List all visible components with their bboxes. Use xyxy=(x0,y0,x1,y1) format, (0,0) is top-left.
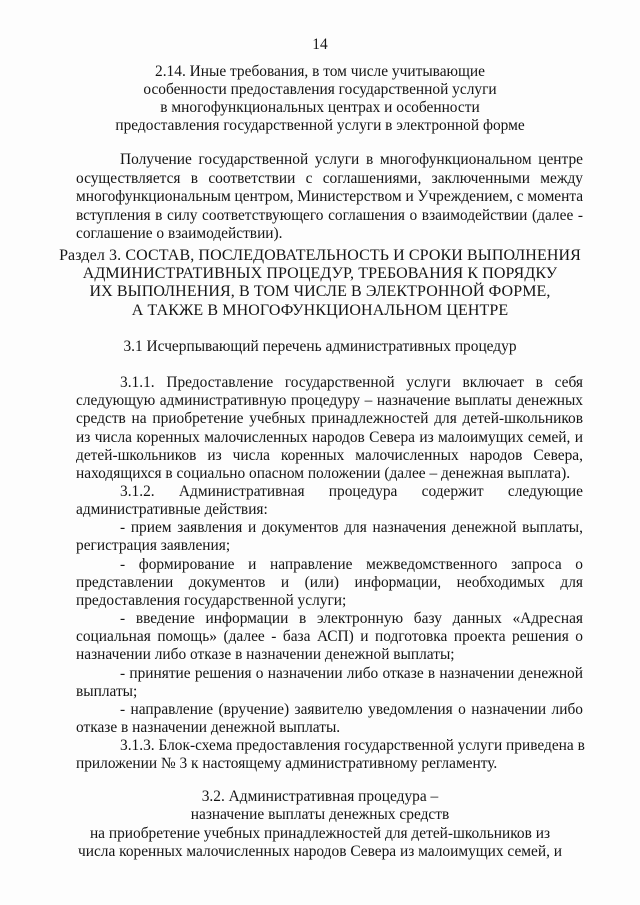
list-item-line: отказе в назначении денежной выплаты. xyxy=(76,719,341,736)
paragraph-line: вступления в силу соответствующего соглашения о взаимодействии (далее - xyxy=(76,207,583,224)
paragraph-line: административные действия: xyxy=(76,501,268,518)
list-item-line: предоставления государственной услуги; xyxy=(76,592,347,609)
paragraph-line: Получение государственной услуги в многофункциональном центре xyxy=(120,151,583,168)
section-heading-line: АДМИНИСТРАТИВНЫХ ПРОЦЕДУР, ТРЕБОВАНИЯ К ПОРЯДКУ xyxy=(82,265,558,282)
page-number: 14 xyxy=(312,36,328,53)
list-item-line: - формирование и направление межведомственного запроса о xyxy=(120,556,583,573)
subsection-heading-line: назначение выплаты денежных средств xyxy=(190,806,450,823)
list-item-line: - направление (вручение) заявителю уведомления о назначении либо xyxy=(120,701,583,718)
list-item-line: социальная помощь» (далее - база АСП) и подготовка проекта решения о xyxy=(76,628,583,645)
paragraph-line: 3.1.1. Предоставление государственной услуги включает в себя xyxy=(120,374,583,391)
section-heading-line: особенности предоставления государственной услуги xyxy=(143,81,497,98)
list-item-line: представлении документов и (или) информации, необходимых для xyxy=(76,574,583,591)
paragraph-line: из числа коренных малочисленных народов Севера из малоимущих семей, и xyxy=(76,429,583,446)
section-heading-line: в многофункциональных центрах и особенности xyxy=(160,99,480,116)
subsection-heading: 3.1 Исчерпывающий перечень административных процедур xyxy=(123,338,517,355)
paragraph-line: 3.1.2. Административная процедура содержит следующие xyxy=(120,483,583,500)
paragraph-line: соглашение о взаимодействии). xyxy=(76,225,283,242)
list-item-line: - принятие решения о назначении либо отказе в назначении денежной xyxy=(120,665,583,682)
paragraph-line: находящихся в социально опасном положении (далее – денежная выплата). xyxy=(76,465,571,482)
section-heading-line: предоставления государственной услуги в электронной форме xyxy=(115,117,525,134)
subsection-heading-line: числа коренных малочисленных народов Севера из малоимущих семей, и xyxy=(77,843,563,860)
section-heading-line: ИХ ВЫПОЛНЕНИЯ, В ТОМ ЧИСЛЕ В ЭЛЕКТРОННОЙ ФОРМЕ, xyxy=(89,283,551,300)
section-heading-line: 2.14. Иные требования, в том числе учитывающие xyxy=(155,63,485,80)
paragraph-line: средств на приобретение учебных принадлежностей для детей-школьников xyxy=(76,410,583,427)
list-item-line: - введение информации в электронную базу данных «Адресная xyxy=(120,610,583,627)
paragraph-line: следующую административную процедуру – назначение выплаты денежных xyxy=(76,392,583,409)
paragraph-line: детей-школьников из числа коренных малочисленных народов Севера, xyxy=(76,447,583,464)
list-item-line: регистрация заявления; xyxy=(76,537,231,554)
list-item-line: назначении либо отказе в назначении денежной выплаты; xyxy=(76,646,455,663)
subsection-heading-line: на приобретение учебных принадлежностей для детей-школьников из xyxy=(89,825,551,842)
section-heading-line: А ТАКЖЕ В МНОГОФУНКЦИОНАЛЬНОМ ЦЕНТРЕ xyxy=(131,302,509,319)
paragraph-line: приложении № 3 к настоящему административному регламенту. xyxy=(76,755,498,772)
subsection-heading-line: 3.2. Административная процедура – xyxy=(201,788,439,805)
section-heading-line: Раздел 3. СОСТАВ, ПОСЛЕДОВАТЕЛЬНОСТЬ И СРОКИ ВЫПОЛНЕНИЯ xyxy=(59,247,581,264)
paragraph-line: осуществляется в соответствии с соглашениями, заключенными между xyxy=(76,170,583,187)
paragraph-line: 3.1.3. Блок-схема предоставления государственной услуги приведена в xyxy=(120,737,585,754)
list-item-line: - прием заявления и документов для назначения денежной выплаты, xyxy=(120,519,583,536)
paragraph-line: многофункциональным центром, Министерством и Учреждением, с момента xyxy=(76,188,584,205)
list-item-line: выплаты; xyxy=(76,683,138,700)
